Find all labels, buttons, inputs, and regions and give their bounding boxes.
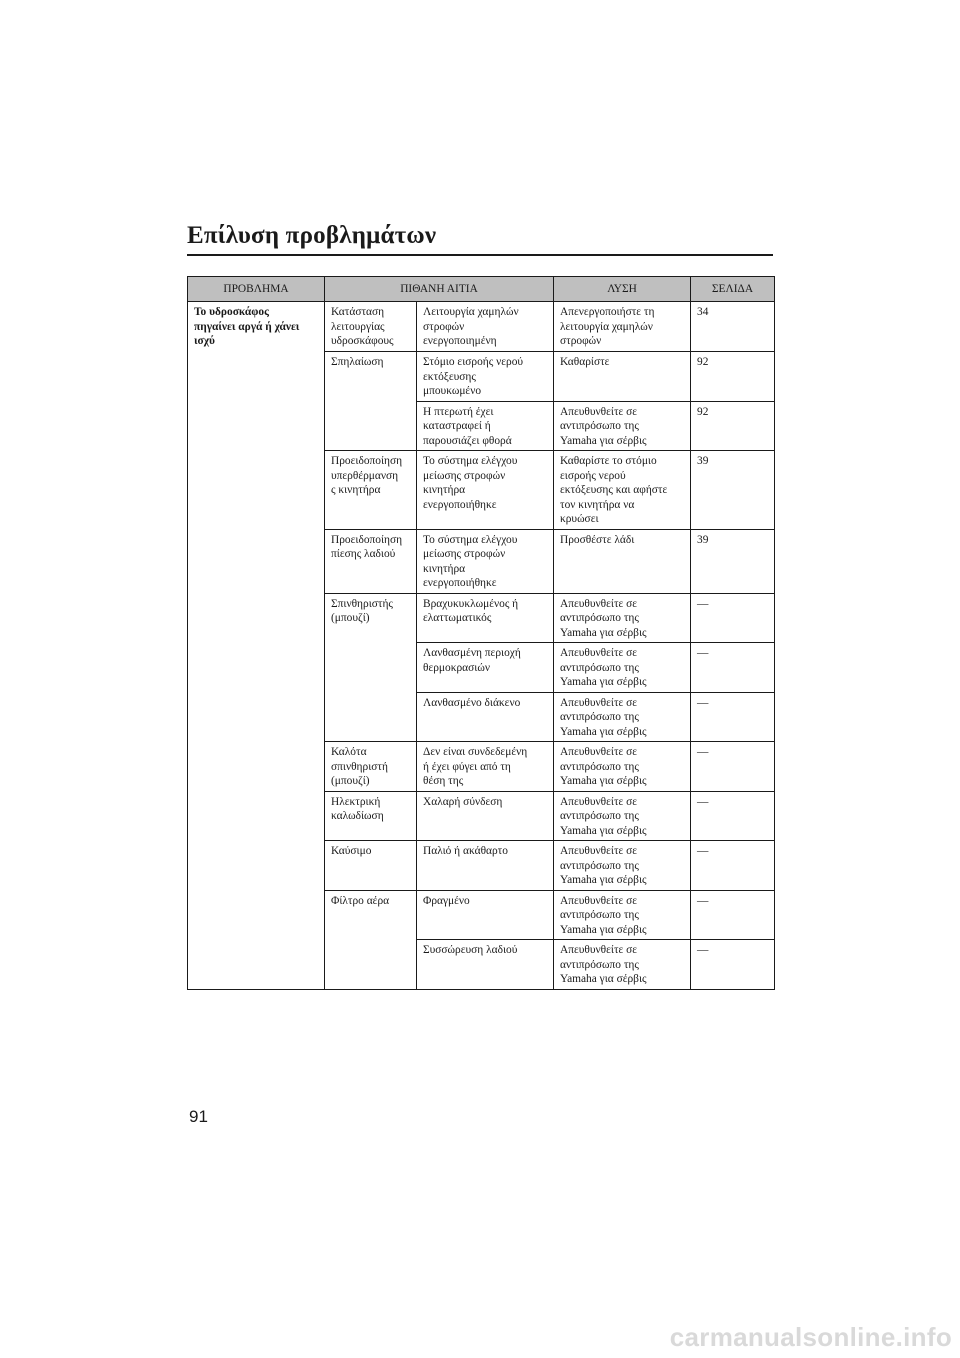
page-cell: — xyxy=(691,940,775,990)
solution-cell: Προσθέστε λάδι xyxy=(554,529,691,593)
page-cell: — xyxy=(691,890,775,940)
detail-cell: Λειτουργία χαμηλών στροφών ενεργοποιημένη xyxy=(417,302,554,352)
page-cell: — xyxy=(691,692,775,742)
page-cell: 34 xyxy=(691,302,775,352)
detail-cell: Συσσώρευση λαδιού xyxy=(417,940,554,990)
page-cell: — xyxy=(691,841,775,891)
cause-cell: Φίλτρο αέρα xyxy=(325,890,417,989)
detail-cell: Δεν είναι συνδεδεμένη ή έχει φύγει από τη θέση της xyxy=(417,742,554,792)
page-cell: — xyxy=(691,593,775,643)
cause-cell: Καλότα σπινθηριστή (μπουζί) xyxy=(325,742,417,792)
cause-cell: Κατάσταση λειτουργίας υδροσκάφους xyxy=(325,302,417,352)
header-page: ΣΕΛΙΔΑ xyxy=(691,277,775,302)
header-solution: ΛΥΣΗ xyxy=(554,277,691,302)
solution-cell: Απευθυνθείτε σε αντιπρόσωπο της Yamaha για σέρβις xyxy=(554,841,691,891)
page-cell: 39 xyxy=(691,529,775,593)
detail-cell: Το σύστημα ελέγχου μείωσης στροφών κινητήρα ενεργοποιήθηκε xyxy=(417,451,554,530)
detail-cell: Φραγμένο xyxy=(417,890,554,940)
detail-cell: Η πτερωτή έχει καταστραφεί ή παρουσιάζει φθορά xyxy=(417,401,554,451)
page-title: Επίλυση προβλημάτων xyxy=(187,222,773,256)
detail-cell: Λανθασμένη περιοχή θερμοκρασιών xyxy=(417,643,554,693)
header-problem: ΠΡΟΒΛΗΜΑ xyxy=(188,277,325,302)
cause-cell: Σπηλαίωση xyxy=(325,352,417,451)
header-possible-cause: ΠΙΘΑΝΗ ΑΙΤΙΑ xyxy=(325,277,554,302)
page-cell: 92 xyxy=(691,401,775,451)
detail-cell: Παλιό ή ακάθαρτο xyxy=(417,841,554,891)
page-cell: 92 xyxy=(691,352,775,402)
solution-cell: Απενεργοποιήστε τη λειτουργία χαμηλών στροφών xyxy=(554,302,691,352)
table-row xyxy=(188,302,775,352)
page-cell: — xyxy=(691,643,775,693)
cause-cell: Καύσιμο xyxy=(325,841,417,891)
solution-cell: Καθαρίστε το στόμιο εισροής νερού εκτόξευσης και αφήστε τον κινητήρα να κρυώσει xyxy=(554,451,691,530)
cause-cell: Σπινθηριστής (μπουζί) xyxy=(325,593,417,742)
solution-cell: Απευθυνθείτε σε αντιπρόσωπο της Yamaha για σέρβις xyxy=(554,692,691,742)
detail-cell: Το σύστημα ελέγχου μείωσης στροφών κινητήρα ενεργοποιήθηκε xyxy=(417,529,554,593)
page-cell: 39 xyxy=(691,451,775,530)
watermark-text[interactable]: carmanualsonline.info xyxy=(669,1322,952,1352)
solution-cell: Απευθυνθείτε σε αντιπρόσωπο της Yamaha για σέρβις xyxy=(554,742,691,792)
table-header-row xyxy=(188,277,775,302)
detail-cell: Βραχυκυκλωμένος ή ελαττωματικός xyxy=(417,593,554,643)
solution-cell: Απευθυνθείτε σε αντιπρόσωπο της Yamaha για σέρβις xyxy=(554,890,691,940)
cause-cell: Προειδοποίηση πίεσης λαδιού xyxy=(325,529,417,593)
detail-cell: Λανθασμένο διάκενο xyxy=(417,692,554,742)
solution-cell: Απευθυνθείτε σε αντιπρόσωπο της Yamaha για σέρβις xyxy=(554,791,691,841)
solution-cell: Καθαρίστε xyxy=(554,352,691,402)
cause-cell: Προειδοποίηση υπερθέρμανση ς κινητήρα xyxy=(325,451,417,530)
detail-cell: Χαλαρή σύνδεση xyxy=(417,791,554,841)
page-cell: — xyxy=(691,742,775,792)
solution-cell: Απευθυνθείτε σε αντιπρόσωπο της Yamaha για σέρβις xyxy=(554,593,691,643)
solution-cell: Απευθυνθείτε σε αντιπρόσωπο της Yamaha για σέρβις xyxy=(554,401,691,451)
page-cell: — xyxy=(691,791,775,841)
problem-cell: Το υδροσκάφος πηγαίνει αργά ή χάνει ισχύ xyxy=(188,302,325,990)
cause-cell: Ηλεκτρική καλωδίωση xyxy=(325,791,417,841)
solution-cell: Απευθυνθείτε σε αντιπρόσωπο της Yamaha για σέρβις xyxy=(554,643,691,693)
page-number: 91 xyxy=(189,1107,208,1126)
detail-cell: Στόμιο εισροής νερού εκτόξευσης μπουκωμένο xyxy=(417,352,554,402)
troubleshooting-table xyxy=(187,276,775,990)
solution-cell: Απευθυνθείτε σε αντιπρόσωπο της Yamaha για σέρβις xyxy=(554,940,691,990)
